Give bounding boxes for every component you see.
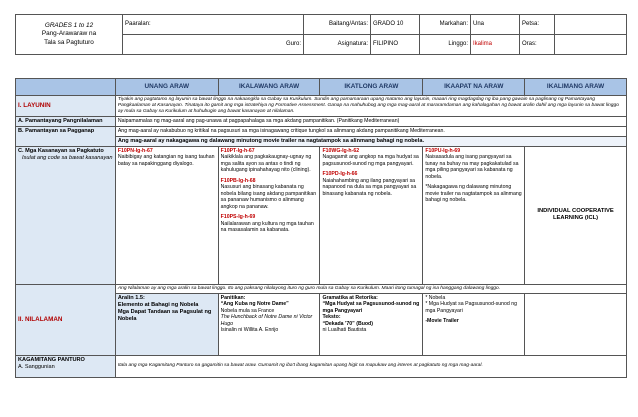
- competency-text: Naiahahambing ang ilang pangyayari sa napanood na dula sa mga pangyayari sa binasang kabanata ng nobela.: [322, 177, 417, 197]
- teksto-label: Teksto:: [322, 314, 341, 321]
- nilalaman-text: Ang Nilalaman ay ang mga aralin sa bawat linggo. Ito ang paksang nilalayong ituro ng guro mula sa Gabay sa Kurikulum. Maari itong tumagal ng isa hanggang dalawang linggo.: [115, 284, 626, 293]
- review-item: -Movie Trailer: [425, 318, 459, 325]
- pagganap-label: B. Pamantayan sa Pagganap: [16, 127, 116, 146]
- sanggunian-label: A. Sanggunian: [18, 363, 55, 370]
- competency-text: Naikiklala ang pagkakaugnay-ugnay ng mga salita ayon sa antas o tindi ng kahulugang ipinahahayag nito (clining).: [220, 154, 312, 174]
- competency-text: Nasusuri ang binasang kabanata ng nobela bilang isang akdang pampanitikan sa pananaw humanismo o alinmang angkop na pananaw.: [220, 184, 317, 210]
- gramatika-topic: “Mga Hudyat sa Pagsusunod-sunod ng mga Pangyayari: [322, 301, 420, 314]
- layunin-row: [16, 96, 627, 117]
- competency-text: Nagagamit ang angkop na mga hudyat sa pagsusunod-sunod ng mga pangyayari.: [322, 154, 419, 167]
- paaralan-label: Paaralan:: [123, 15, 304, 35]
- nilalaman-day4: [423, 293, 525, 355]
- competency-text: Naibibigay ang katangian ng isang tauhan batay sa napakinggang diyalogo.: [117, 154, 215, 167]
- day-header: IKAAPAT NA ARAW: [423, 79, 525, 96]
- competency-code: F10WG-Ig-h-62: [322, 147, 360, 154]
- teksto-author: ni Lualhati Bautista: [322, 327, 367, 334]
- review-item: * Mga Hudyat sa Pagsusunod-sunod ng mga Pangyayari: [425, 301, 518, 314]
- linggo-label: Linggo:: [420, 35, 471, 55]
- asignatura-value: FILIPINO: [371, 35, 420, 55]
- kagamitan-label: KAGAMITANG PANTURO: [18, 356, 85, 363]
- competency-code: F10PT-Ig-h-67: [220, 147, 255, 154]
- nilalaman-day3: [320, 293, 423, 355]
- day-header: IKALAWANG ARAW: [218, 79, 320, 96]
- panitikan-title: “Ang Kuba ng Notre Dame”: [220, 301, 289, 308]
- panitikan-origin: Nobela mula sa France: [220, 307, 275, 314]
- pagganap-row: [16, 127, 627, 137]
- nilalaman-day1: [115, 293, 218, 355]
- day-header: UNANG ARAW: [115, 79, 218, 96]
- day-header: IKATLONG ARAW: [320, 79, 423, 96]
- teksto-title: “Dekada ’70” (Buod): [322, 320, 373, 327]
- kasanayan-day4: [423, 146, 525, 284]
- pagganap-text: Ang mag-aaral ay nakabubuo ng kritikal na pagsusuri sa mga isinagawang critique tungkol sa alinmang akdang pampanitikang Mediterranean.: [115, 127, 626, 137]
- kasanayan-row: [16, 146, 627, 284]
- guro-label: Guro:: [123, 35, 304, 55]
- petsa-value: [555, 15, 627, 35]
- header-table: [15, 14, 627, 55]
- grade-subtitle-2: Tala sa Pagtuturo: [44, 38, 94, 46]
- pagganap-text-2: Ang mag-aaral ay nakagagawa ng dalawang minutong movie trailer na nagtatampok sa alinmang bahagi ng nobela.: [115, 136, 626, 146]
- competency-text: *Nakagagawa ng dalawang minutong movie trailer na nagtatampok sa alinmang bahagi ng nobela.: [425, 184, 522, 204]
- petsa-label: Petsa:: [520, 15, 555, 35]
- markahan-value: Una: [471, 15, 520, 35]
- aralin-number: Aralin 1.5:: [117, 294, 145, 301]
- kagamitan-label-cell: [16, 355, 116, 377]
- kasanayan-day1: [115, 146, 218, 284]
- pangnilalaman-label: A. Pamantayang Pangnilalaman: [16, 117, 116, 127]
- pangnilalaman-text: Naipamamalas ng mag-aaral ang pag-unawa at pagpapahalaga sa mga akdang pampanitikan. (Panitikang Mediterranean): [115, 117, 626, 127]
- baitang-label: Baitang/Antas:: [304, 15, 371, 35]
- competency-text: Nailalarawan ang kultura ng mga tauhan na masasalamin sa kabanata.: [220, 220, 314, 234]
- kasanayan-day3: [320, 146, 423, 284]
- kasanayan-day5: INDIVIDUAL COOPERATIVE LEARNING (ICL): [525, 146, 627, 284]
- panitikan-translator: Isinalin ni Willita A. Enrijo: [220, 327, 279, 334]
- aralin-subtitle: Mga Dapat Tandaan sa Pagsulat ng Nobela: [117, 308, 212, 322]
- grade-title-cell: [16, 15, 123, 55]
- panitikan-original: The Hunchback of Notre Dame ni Victor Hugo: [220, 314, 313, 327]
- kasanayan-label-cell: [16, 146, 116, 284]
- asignatura-label: Asignatura:: [304, 35, 371, 55]
- markahan-label: Markahan:: [420, 15, 471, 35]
- aralin-title: Elemento at Bahagi ng Nobela: [117, 301, 199, 308]
- gramatika-label: Gramatika at Retorika:: [322, 294, 378, 301]
- kagamitan-row: [16, 355, 627, 377]
- kasanayan-label: C. Mga Kasanayan sa Pagkatuto: [18, 147, 104, 154]
- linggo-value: Ikalima: [471, 35, 520, 55]
- baitang-value: GRADO 10: [371, 15, 420, 35]
- competency-code: F10PS-Ig-h-69: [220, 214, 256, 221]
- grade-subtitle: Pang-Arawaraw na: [41, 30, 97, 38]
- layunin-text: Tiyakin ang pagtatamo ng layunin sa bawat linggo na nakaangkla sa Gabay sa Kurikulum. Sundin ang pamamaraan upang matamo ang layunin, maaari ring magdagdag ng iba pang gawain sa paglinang ng Pamantayang Pangkaalaman at Kasanayan. Tinataya ito gamit ang mga istratehiya ng Formative Assessment. Ganap na mahuhubog ang mga mag-aaral at mararamdaman ang kahalagahan ng bawat aralin dahil ang mga layunin sa bawat linggo ay mula sa Gabay sa Kurikulum at huhubugin ang bawat kasanayan at nilalaman.: [115, 96, 626, 117]
- grade-title: GRADES 1 to 12: [44, 21, 94, 29]
- oras-label: Oras:: [520, 35, 555, 55]
- nilalaman-row: [16, 284, 627, 293]
- oras-value: [555, 35, 627, 55]
- panitikan-label: Panitikan:: [220, 294, 246, 301]
- competency-code: F10PU-Ig-h-69: [425, 147, 461, 154]
- corner-cell: [16, 79, 116, 96]
- competency-code: F10PN-Ig-h-67: [117, 147, 153, 154]
- kasanayan-note: Isulat ang code sa bawat kasanayan: [22, 154, 113, 161]
- day-header-row: [16, 79, 627, 96]
- lesson-plan-table: [15, 78, 627, 378]
- competency-code: F10PB-Ig-h-68: [220, 177, 256, 184]
- review-item: * Nobela: [425, 294, 446, 301]
- layunin-label: I. LAYUNIN: [16, 96, 116, 117]
- nilalaman-day2: [218, 293, 320, 355]
- nilalaman-day5: [525, 293, 627, 355]
- competency-code: F10PD-Ig-h-66: [322, 171, 358, 178]
- nilalaman-label: II. NILALAMAN: [16, 284, 116, 355]
- pangnilalaman-row: [16, 117, 627, 127]
- competency-text: Naisasadula ang isang pangyayari sa tunay na buhay na may pagkakatulad sa mga piling pangyayari sa kabanata ng nobela.: [425, 154, 519, 180]
- kagamitan-text: Itala ang mga Kagamitang Panturo na gagamitin sa bawat araw. Gumamit ng iba't ibang kagamitan upang higit na mapukaw ang interes at pagkatuto ng mga mag-aaral.: [115, 355, 626, 377]
- kasanayan-day2: [218, 146, 320, 284]
- day-header: IKALIMANG ARAW: [525, 79, 627, 96]
